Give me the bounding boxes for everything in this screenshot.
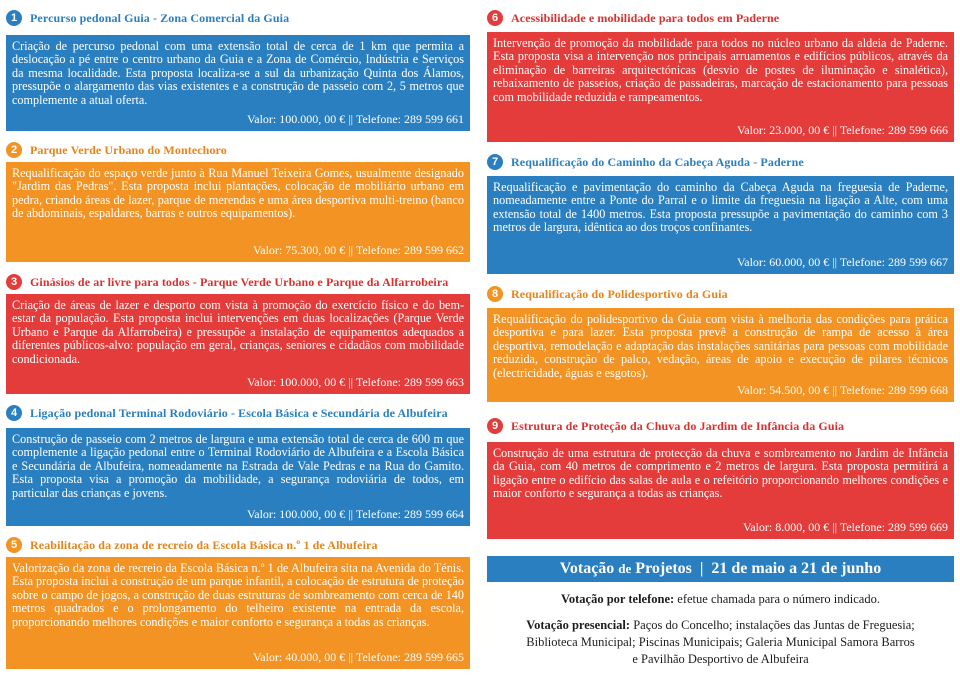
project-title: Acessibilidade e mobilidade para todos em Paderne [511,10,780,25]
presencial-voting-info [487,617,954,668]
project-description: Requalificação e pavimentação do caminho da Cabeça Aguda na freguesia de Paderne, nomeadamente entre a Ponte do Parral e o limite da freguesia na ligação a Alte, com uma extensão total de 1400 metros. Esta proposta pressupõe a pavimentação do caminho com 3 metros de largura, idêntica ao dos troços confinantes. [493,180,948,235]
project-box [487,32,954,142]
project-header [487,416,844,436]
project-description: Requalificação do polidesportivo da Guia com vista à melhoria das condições para prática desportiva e para lazer. Esta proposta prevê a construção de rampa de acesso à área desportiva, remodelação e adaptação das instalações sanitárias para pessoas com mobilidade reduzida, construção de palco, vedação, áreas de apoio e execução de pilares técnicos (electricidade, águas e esgotos). [493,312,948,380]
project-box [6,557,470,669]
project-description: Requalificação do espaço verde junto à Rua Manuel Teixeira Gomes, usualmente designado "Jardim das Pedras". Esta proposta inclui plantações, colocação de mobiliário urbano em pedra, criando áreas de lazer, parque de merendas e uma área desportiva multi-treino (banco de abdominais, espaldares, barras e outros equipamentos). [12,166,464,221]
project-value-phone: Valor: 100.000, 00 € || Telefone: 289 599 661 [246,112,464,126]
project-6 [487,8,954,142]
project-box [6,35,470,131]
project-description: Valorização da zona de recreio da Escola Básica n.º 1 de Albufeira sita na Avenida do Ténis. Esta proposta inclui a construção de um parque infantil, a colocação de estrutura de proteção sobre o campo de jogos, a construção de duas estruturas de sombreamento com cerca de 140 metros quadrados e o prolongamento do telheiro existente na entrada da escola, proporcionando melhores condições e maior conforto e segurança a todas as crianças. [12,561,464,629]
project-header [6,272,448,292]
voting-banner [487,556,954,582]
project-description: Criação de percurso pedonal com uma extensão total de cerca de 1 km que permita a deslocação a pé entre o centro urbano da Guia e a Zona de Comércio, Indústria e Serviços da mesma localidade. Esta proposta localiza-se a sul da urbanização Quinta dos Álamos, pressupõe o alargamento das vias existentes e a construção de passeio com 2, 5 metros que complemente a atual oferta. [12,39,464,107]
phone-voting-label: Votação por telefone: [561,592,675,606]
banner-de: de [618,561,632,576]
project-number-badge: 4 [6,405,22,421]
project-number-badge: 5 [6,537,22,553]
project-5 [6,535,470,669]
project-header [6,403,448,423]
project-value-phone: Valor: 23.000, 00 € || Telefone: 289 599 666 [736,123,948,137]
banner-projects: Projetos [635,560,692,577]
project-1 [6,8,470,131]
project-4 [6,403,470,526]
project-value-phone: Valor: 100.000, 00 € || Telefone: 289 599 663 [246,375,464,389]
project-number-badge: 3 [6,274,22,290]
project-number-badge: 2 [6,142,22,158]
project-8 [487,284,954,402]
project-number-badge: 6 [487,10,503,26]
project-header [487,8,779,28]
project-title: Ligação pedonal Terminal Rodoviário - Escola Básica e Secundária de Albufeira [30,405,448,420]
banner-separator: | [699,560,704,577]
project-value-phone: Valor: 54.500, 00 € || Telefone: 289 599 668 [736,383,948,397]
phone-voting-info [487,591,954,608]
project-box [6,428,470,526]
presencial-voting-label: Votação presencial: [526,618,631,632]
project-2 [6,140,470,262]
project-header [487,152,804,172]
project-value-phone: Valor: 60.000, 00 € || Telefone: 289 599 667 [736,255,948,269]
project-title: Estrutura de Proteção da Chuva do Jardim de Infância da Guia [511,418,845,433]
project-title: Parque Verde Urbano do Montechoro [30,142,227,157]
project-box [487,176,954,274]
project-box [6,294,470,394]
project-header [6,140,227,160]
project-7 [487,152,954,274]
banner-dates: 21 de maio a 21 de junho [711,560,882,577]
phone-voting-text: efetue chamada para o número indicado. [677,592,880,606]
project-title: Requalificação do Caminho da Cabeça Aguda - Paderne [511,154,804,169]
project-title: Requalificação do Polidesportivo da Guia [511,286,728,301]
project-description: Construção de uma estrutura de protecção da chuva e sombreamento no Jardim de Infância da Guia, com 40 metros de comprimento e 2 metros de largura. Esta proposta permitirá a ligação entre o edifício das salas de aula e o refeitório proporcionando melhores condições e maior conforto e segurança a todas as crianças. [493,446,948,501]
project-number-badge: 7 [487,154,503,170]
presencial-line-3: e Pavilhão Desportivo de Albufeira [632,652,809,666]
project-3 [6,272,470,394]
project-box [487,308,954,402]
project-value-phone: Valor: 100.000, 00 € || Telefone: 289 599 664 [246,507,464,521]
project-title: Reabilitação da zona de recreio da Escola Básica n.º 1 de Albufeira [30,537,378,552]
project-header [487,284,728,304]
project-value-phone: Valor: 8.000, 00 € || Telefone: 289 599 669 [742,520,948,534]
banner-voting: Votação [559,560,615,577]
project-header [6,535,378,555]
project-value-phone: Valor: 40.000, 00 € || Telefone: 289 599 665 [252,650,464,664]
project-title: Ginásios de ar livre para todos - Parque Verde Urbano e Parque da Alfarrobeira [30,274,449,289]
project-box [487,442,954,539]
project-value-phone: Valor: 75.300, 00 € || Telefone: 289 599 662 [252,243,464,257]
project-header [6,8,289,28]
project-description: Criação de áreas de lazer e desporto com vista à promoção do exercício físico e do bem-estar da população. Esta proposta inclui intervenções em duas localizações (Parque Verde Urbano e Parque da Alfarrobeira) e pressupõe a instalação de equipamentos adequados a diferentes públicos-alvo: população em geral, crianças, seniores e cidadãos com mobilidade condicionada. [12,298,464,366]
presencial-line-1: Paços do Concelho; instalações das Juntas de Freguesia; [633,618,915,632]
project-number-badge: 9 [487,418,503,434]
presencial-line-2: Biblioteca Municipal; Piscinas Municipais; Galeria Municipal Samora Barros [526,635,915,649]
project-number-badge: 1 [6,10,22,26]
project-number-badge: 8 [487,286,503,302]
project-title: Percurso pedonal Guia - Zona Comercial da Guia [30,10,290,25]
project-box [6,162,470,262]
project-9 [487,416,954,539]
project-description: Intervenção de promoção da mobilidade para todos no núcleo urbano da aldeia de Paderne. Esta proposta visa a intervenção nos principais arruamentos e edifícios públicos, através da eliminação de barreiras arquitectónicas (desvio de postes de iluminação e sinalética), rebaixamento de passeios, criação de passadeiras, marcação de estacionamento para pessoas com mobilidade reduzida e rampeamentos. [493,36,948,104]
project-description: Construção de passeio com 2 metros de largura e uma extensão total de cerca de 600 m que complemente a ligação pedonal entre o Terminal Rodoviário de Albufeira e a Escola Básica e Secundária de Albufeira, nomeadamente na Estrada de Vale Pedras e na Rua do Gamito. Esta proposta visa a promoção da mobilidade, a segurança rodoviária de todos, em particular das crianças e jovens. [12,432,464,500]
